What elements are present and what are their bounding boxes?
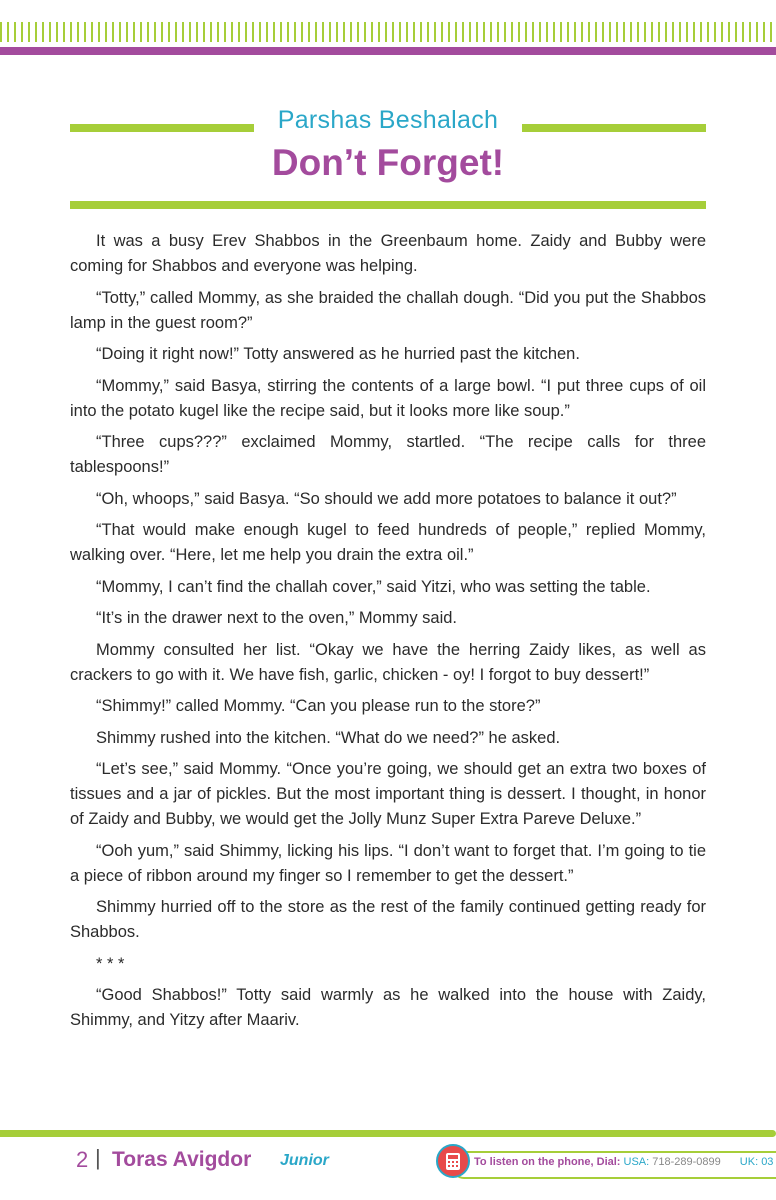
story-title: Don’t Forget! (271, 142, 505, 183)
story-paragraph: It was a busy Erev Shabbos in the Greenbaum home. Zaidy and Bubby were coming for Shabbos and everyone was helping. (70, 232, 706, 275)
story-paragraph: “That would make enough kugel to feed hundreds of people,” replied Mommy, walking over. “Here, let me help you drain the extra oil.” (70, 521, 706, 564)
top-stripe-border (0, 22, 776, 42)
header-line-bottom (70, 201, 706, 209)
story-paragraph: “Oh, whoops,” said Basya. “So should we add more potatoes to balance it out?” (96, 489, 677, 508)
story-paragraph: Mommy consulted her list. “Okay we have the herring Zaidy likes, as well as crackers to go with it. We have fish, garlic, chicken - oy! I forgot to buy dessert!” (70, 640, 706, 684)
story-paragraph: “Good Shabbos!” Totty said warmly as he walked into the house with Zaidy, Shimmy, and Yitzy after Maariv. (70, 986, 706, 1029)
telephone-icon (436, 1144, 470, 1178)
uk-label: UK: 03 (739, 1156, 774, 1168)
scene-break: * * * (96, 954, 125, 973)
story-paragraph: “It’s in the drawer next to the oven,” Mommy said. (96, 609, 458, 627)
page-footer (0, 1142, 776, 1182)
story-paragraph: “Mommy, I can’t find the challah cover,” said Yitzi, who was setting the table. (96, 577, 651, 596)
story-paragraph: Shimmy hurried off to the store as the rest of the family continued getting ready for Shabbos. (70, 898, 706, 941)
top-purple-rule (0, 47, 776, 55)
footer-separator: | (95, 1145, 101, 1170)
brand-subtitle: Junior (280, 1152, 329, 1169)
story-paragraph: “Totty,” called Mommy, as she braided the challah dough. “Did you put the Shabbos lamp in the guest room?” (70, 288, 706, 332)
footer-green-rule (0, 1130, 776, 1137)
story-paragraph: “Shimmy!” called Mommy. “Can you please run to the store?” (96, 697, 541, 715)
brand-name: Toras Avigdor (112, 1148, 252, 1171)
story-paragraph: Shimmy rushed into the kitchen. “What do we need?” he asked. (96, 728, 561, 747)
story-body (70, 229, 706, 1040)
page-number: 2 (76, 1147, 89, 1172)
usa-number: 718-289-0899 (652, 1156, 721, 1168)
usa-label: USA: (623, 1156, 650, 1168)
phone-dial-info (474, 1156, 773, 1168)
story-paragraph: “Doing it right now!” Totty answered as he hurried past the kitchen. (96, 345, 580, 363)
parsha-subtitle: Parshas Beshalach (277, 106, 499, 134)
story-paragraph: “Mommy,” said Basya, stirring the contents of a large bowl. “I put three cups of oil into the potato kugel like the recipe said, but it looks more like soup.” (70, 376, 706, 420)
story-paragraph: “Ooh yum,” said Shimmy, licking his lips. “I don’t want to forget that. I’m going to tie a piece of ribbon around my finger so I remember to get the dessert.” (70, 841, 706, 885)
story-paragraph: “Three cups???” exclaimed Mommy, startled. “The recipe calls for three tablespoons!” (70, 433, 706, 476)
story-paragraph: “Let’s see,” said Mommy. “Once you’re going, we should get an extra two boxes of tissues and a jar of pickles. But the most important thing is dessert. I thought, in honor of Zaidy and Bubby, we would get the Jolly Munz Super Extra Pareve Deluxe.” (70, 760, 706, 828)
phone-label: To listen on the phone, Dial: (474, 1156, 621, 1168)
